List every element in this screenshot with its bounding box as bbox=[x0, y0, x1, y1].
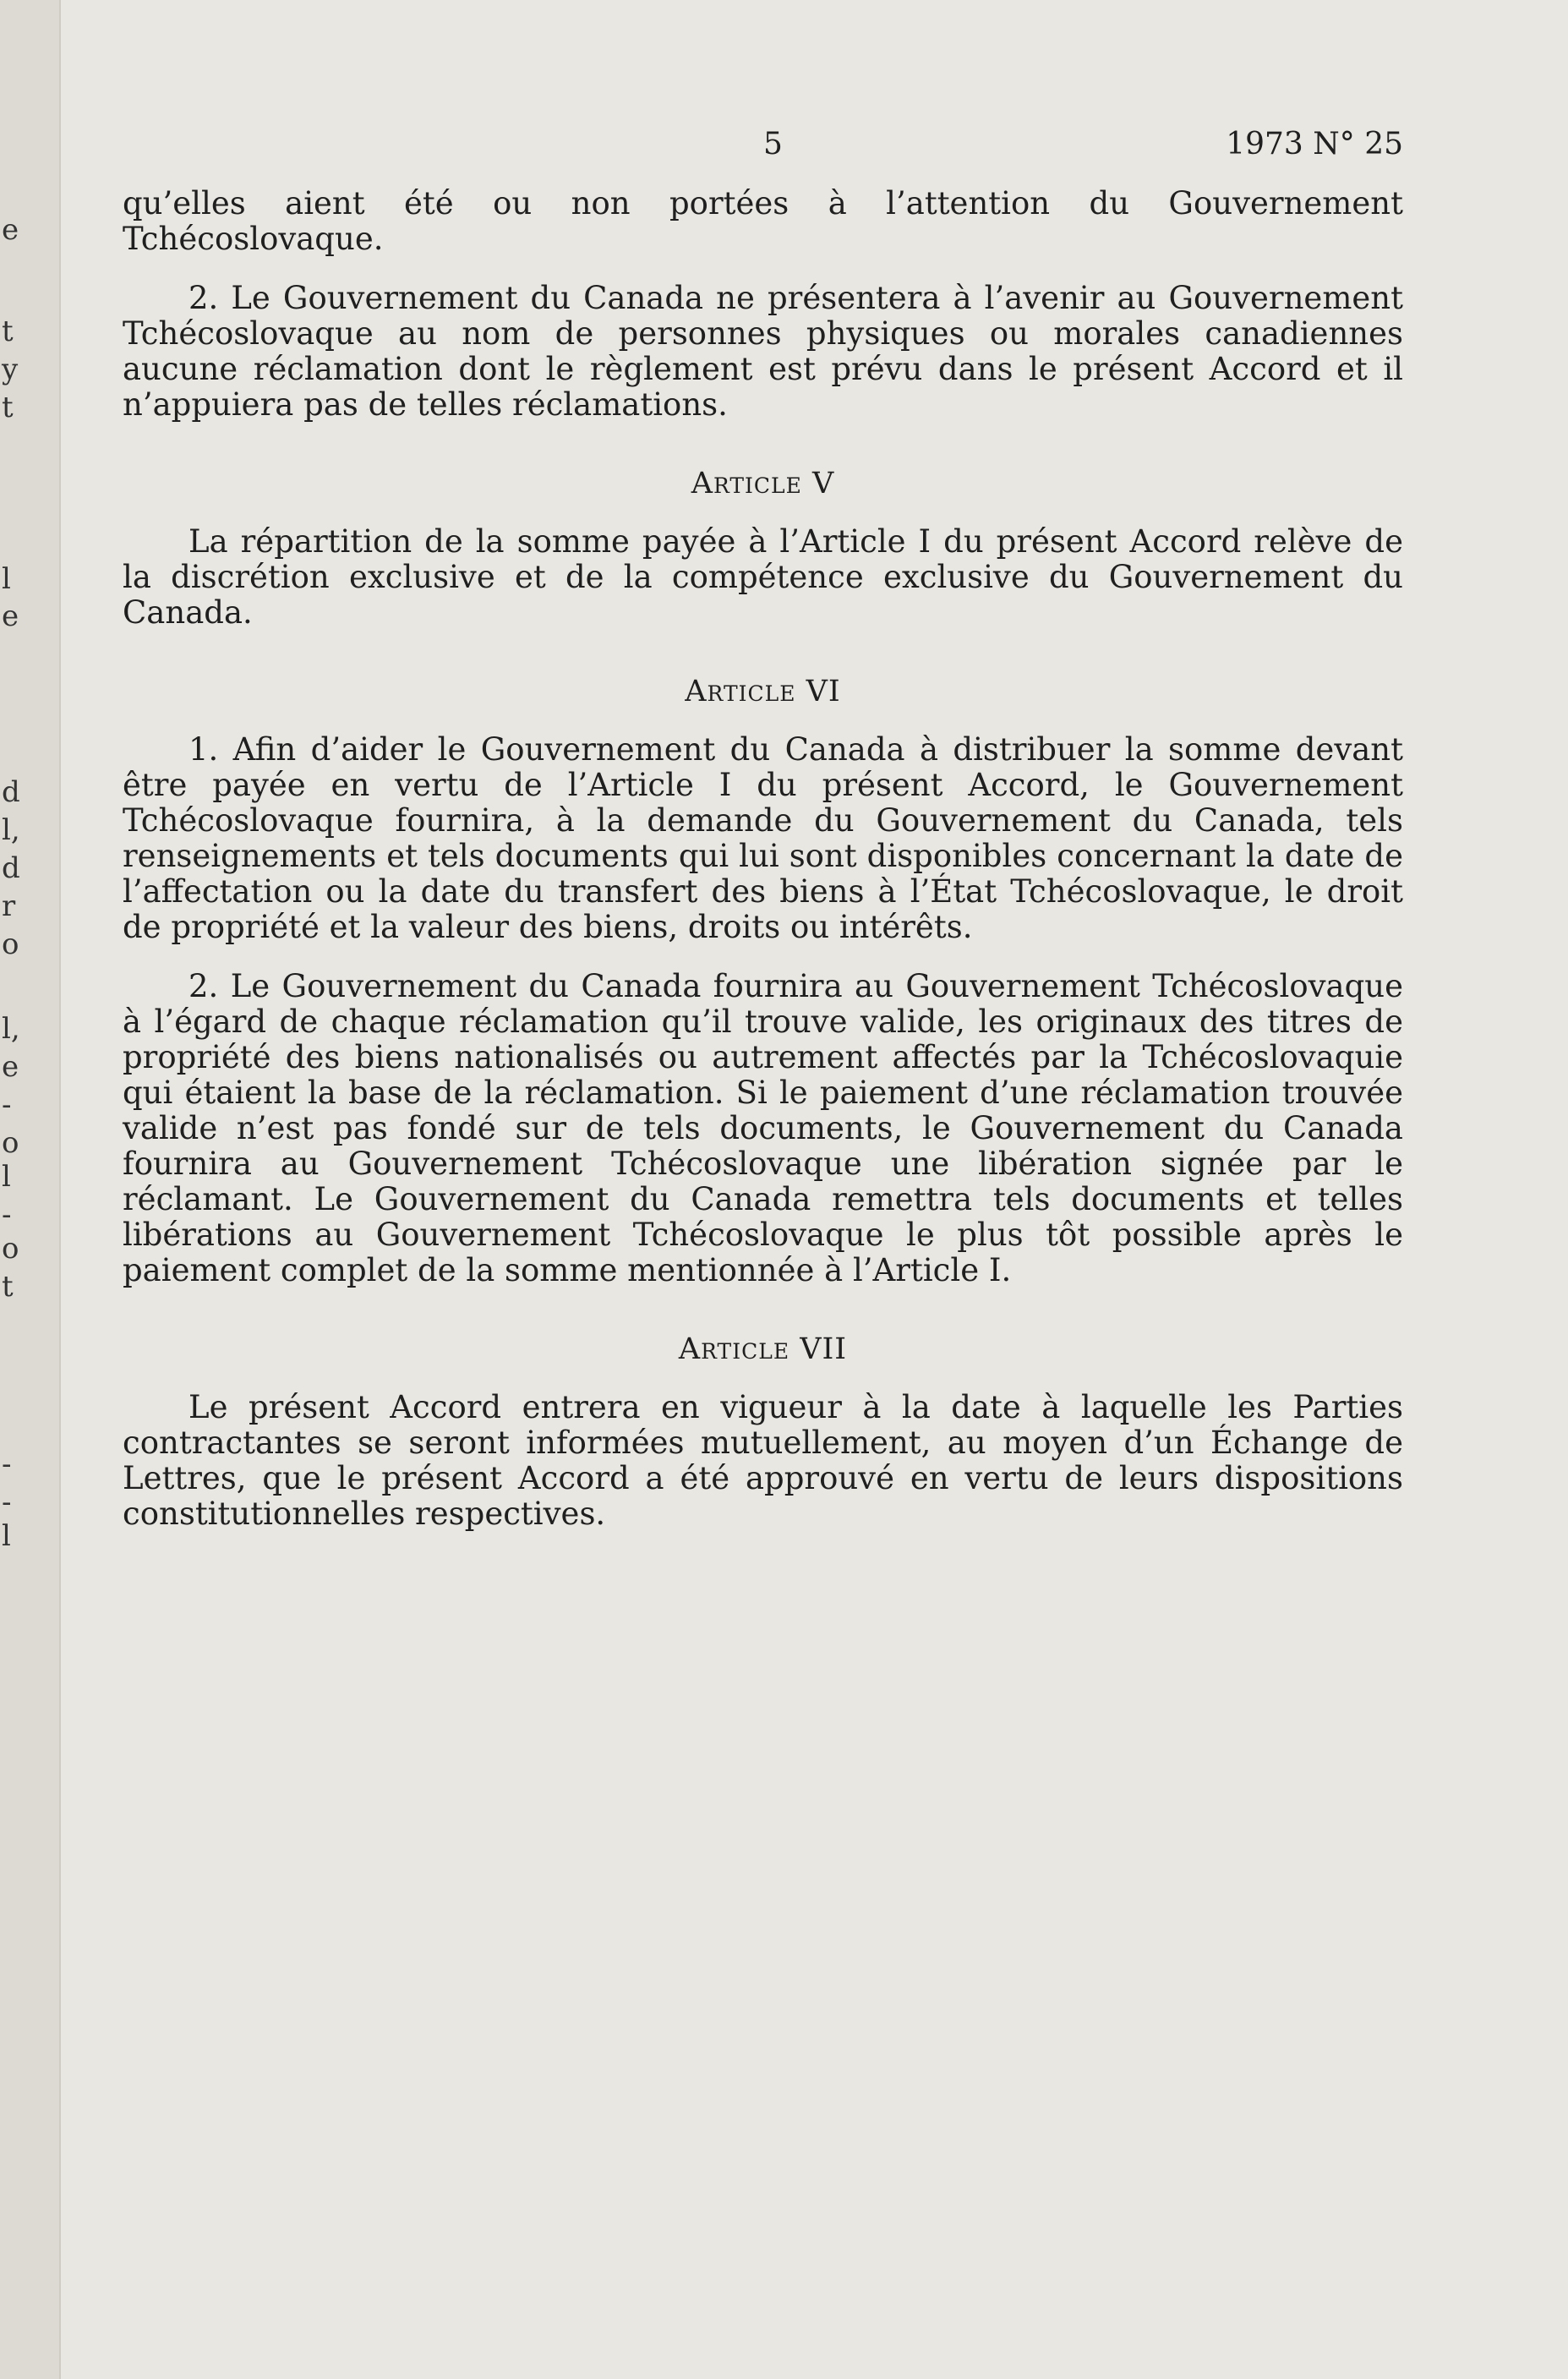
gutter-fragment: e bbox=[2, 213, 19, 247]
gutter-fragment: d bbox=[2, 851, 20, 885]
gutter-fragment: t bbox=[2, 314, 14, 348]
gutter-fragment: - bbox=[2, 1088, 12, 1122]
gutter-fragment: l, bbox=[2, 813, 20, 847]
gutter-fragment: y bbox=[2, 353, 19, 386]
facing-page-margin bbox=[0, 0, 61, 2379]
gutter-fragment: - bbox=[2, 1447, 12, 1481]
article-6-paragraph-1: 1. Afin d’aider le Gouvernement du Canada à distribuer la somme devant être payée en vertu de l’Article I du présent Accord, le Gouvernement Tchécoslovaque fournira, à la demande du Gouvernement du Canada, tels renseignements et tels documents qui lui sont disponibles concernant la date de l’affectation ou la date du transfert des biens à l’État Tchécoslovaque, le droit de propriété et la valeur des biens, droits ou intérêts. bbox=[123, 731, 1403, 945]
gutter-fragment: - bbox=[2, 1485, 12, 1519]
gutter-fragment: d bbox=[2, 775, 20, 809]
gutter-fragment: o bbox=[2, 1232, 19, 1266]
page-number: 5 bbox=[763, 127, 783, 161]
article-7-heading: Article VII bbox=[678, 1332, 848, 1366]
gutter-fragment: l bbox=[2, 562, 11, 596]
article-5-heading: Article V bbox=[691, 467, 835, 500]
article-5-text: La répartition de la somme payée à l’Article I du présent Accord relève de la discrétion exclusive et de la compétence exclusive du Gouvernement du Canada. bbox=[123, 523, 1403, 631]
page-header bbox=[123, 127, 1403, 186]
gutter-fragment: l bbox=[2, 1519, 11, 1553]
gutter-fragment: e bbox=[2, 1050, 19, 1084]
gutter-fragment: e bbox=[2, 599, 19, 633]
year-and-number: 1973 N° 25 bbox=[1226, 127, 1403, 161]
gutter-fragment: r bbox=[2, 889, 16, 923]
article-6-heading: Article VI bbox=[685, 675, 841, 708]
gutter-fragment: - bbox=[2, 1198, 12, 1232]
gutter-fragment: t bbox=[2, 391, 14, 424]
gutter-fragment: o bbox=[2, 927, 19, 961]
paragraph-continued: qu’elles aient été ou non portées à l’attention du Gouvernement Tchécoslovaque. bbox=[123, 185, 1403, 257]
paragraph-2: 2. Le Gouvernement du Canada ne présentera à l’avenir au Gouvernement Tchécoslovaque au nom de personnes physiques ou morales canadiennes aucune réclamation dont le règlement est prévu dans le présent Accord et il n’appuiera pas de telles réclamations. bbox=[123, 280, 1403, 423]
article-6-paragraph-2: 2. Le Gouvernement du Canada fournira au Gouvernement Tchécoslovaque à l’égard de chaque réclamation qu’il trouve valide, les originaux des titres de propriété des biens nationalisés ou autrement affectés par la Tchécoslovaquie qui étaient la base de la réclamation. Si le paiement d’une réclamation trouvée valide n’est pas fondé sur de tels documents, le Gouvernement du Canada fournira au Gouvernement Tchécoslovaque une libération signée par le réclamant. Le Gouvernement du Canada remettra tels documents et telles libérations au Gouvernement Tchécoslovaque le plus tôt possible après le paiement complet de la somme mentionnée à l’Article I. bbox=[123, 968, 1403, 1288]
gutter-fragment: l bbox=[2, 1160, 11, 1194]
gutter-fragment: t bbox=[2, 1270, 14, 1304]
document-page bbox=[123, 127, 1403, 1532]
gutter-fragment: o bbox=[2, 1126, 19, 1160]
gutter-fragment: l, bbox=[2, 1012, 20, 1046]
article-7-text: Le présent Accord entrera en vigueur à la date à laquelle les Parties contractantes se seront informées mutuellement, au moyen d’un Échange de Lettres, que le présent Accord a été approuvé en vertu de leurs dispositions constitutionnelles respectives. bbox=[123, 1389, 1403, 1532]
